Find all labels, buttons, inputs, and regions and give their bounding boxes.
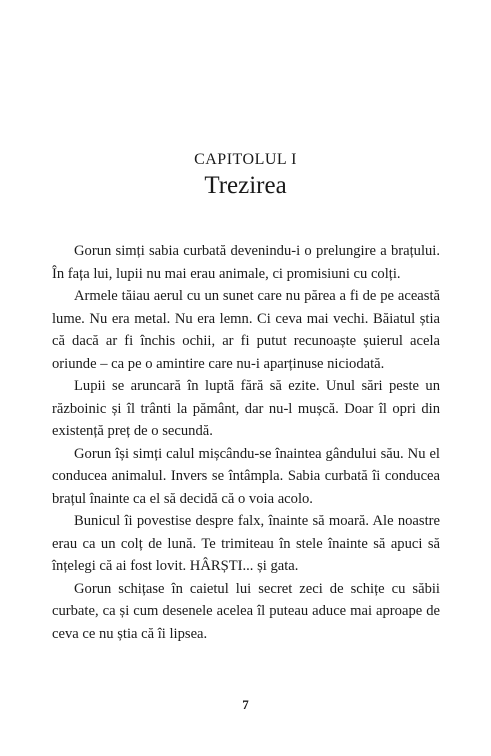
paragraph: Gorun simți sabia curbată devenindu-i o prelungire a brațului. În fața lui, lupii nu mai erau animale, ci promisiuni cu colți.: [52, 243, 440, 282]
paragraph: Gorun schițase în caietul lui secret zeci de schițe cu săbii curbate, ca și cum desenele acelea îl puteau aduce mai aproape de ceva ce nu știa că îi lipsea.: [52, 580, 440, 642]
paragraph: Armele tăiau aerul cu un sunet care nu părea a fi de pe această lume. Nu era metal. Nu era lemn. Ci ceva mai vechi. Băiatul știa că dacă ar fi închis ochii, ar fi putut recunoaște șuierul acela oriunde – ca pe o amintire care nu-i aparținuse niciodată.: [52, 288, 440, 372]
paragraph: Bunicul îi povestise despre falx, înainte să moară. Ale noastre erau ca un colț de lună. Te trimiteau în stele înainte să apuci să înțelegi că ai fost lovit. HÂRȘTI... și gata.: [52, 513, 440, 574]
paragraph: Gorun își simți calul mișcându-se înaintea gândului său. Nu el conducea animalul. Invers se întâmpla. Sabia curbată îi conducea brațul înainte ca el să decidă că o voia acolo.: [52, 445, 440, 507]
chapter-label: CAPITOLUL I: [194, 151, 297, 168]
chapter-body: [52, 240, 440, 645]
page-number: 7: [242, 697, 249, 712]
paragraph: Lupii se aruncară în luptă fără să ezite. Unul sări peste un războinic și îl trânti la pământ, dar nu-l mușcă. Doar îl opri din existență preț de o secundă.: [52, 378, 440, 439]
chapter-title: Trezirea: [204, 172, 287, 199]
